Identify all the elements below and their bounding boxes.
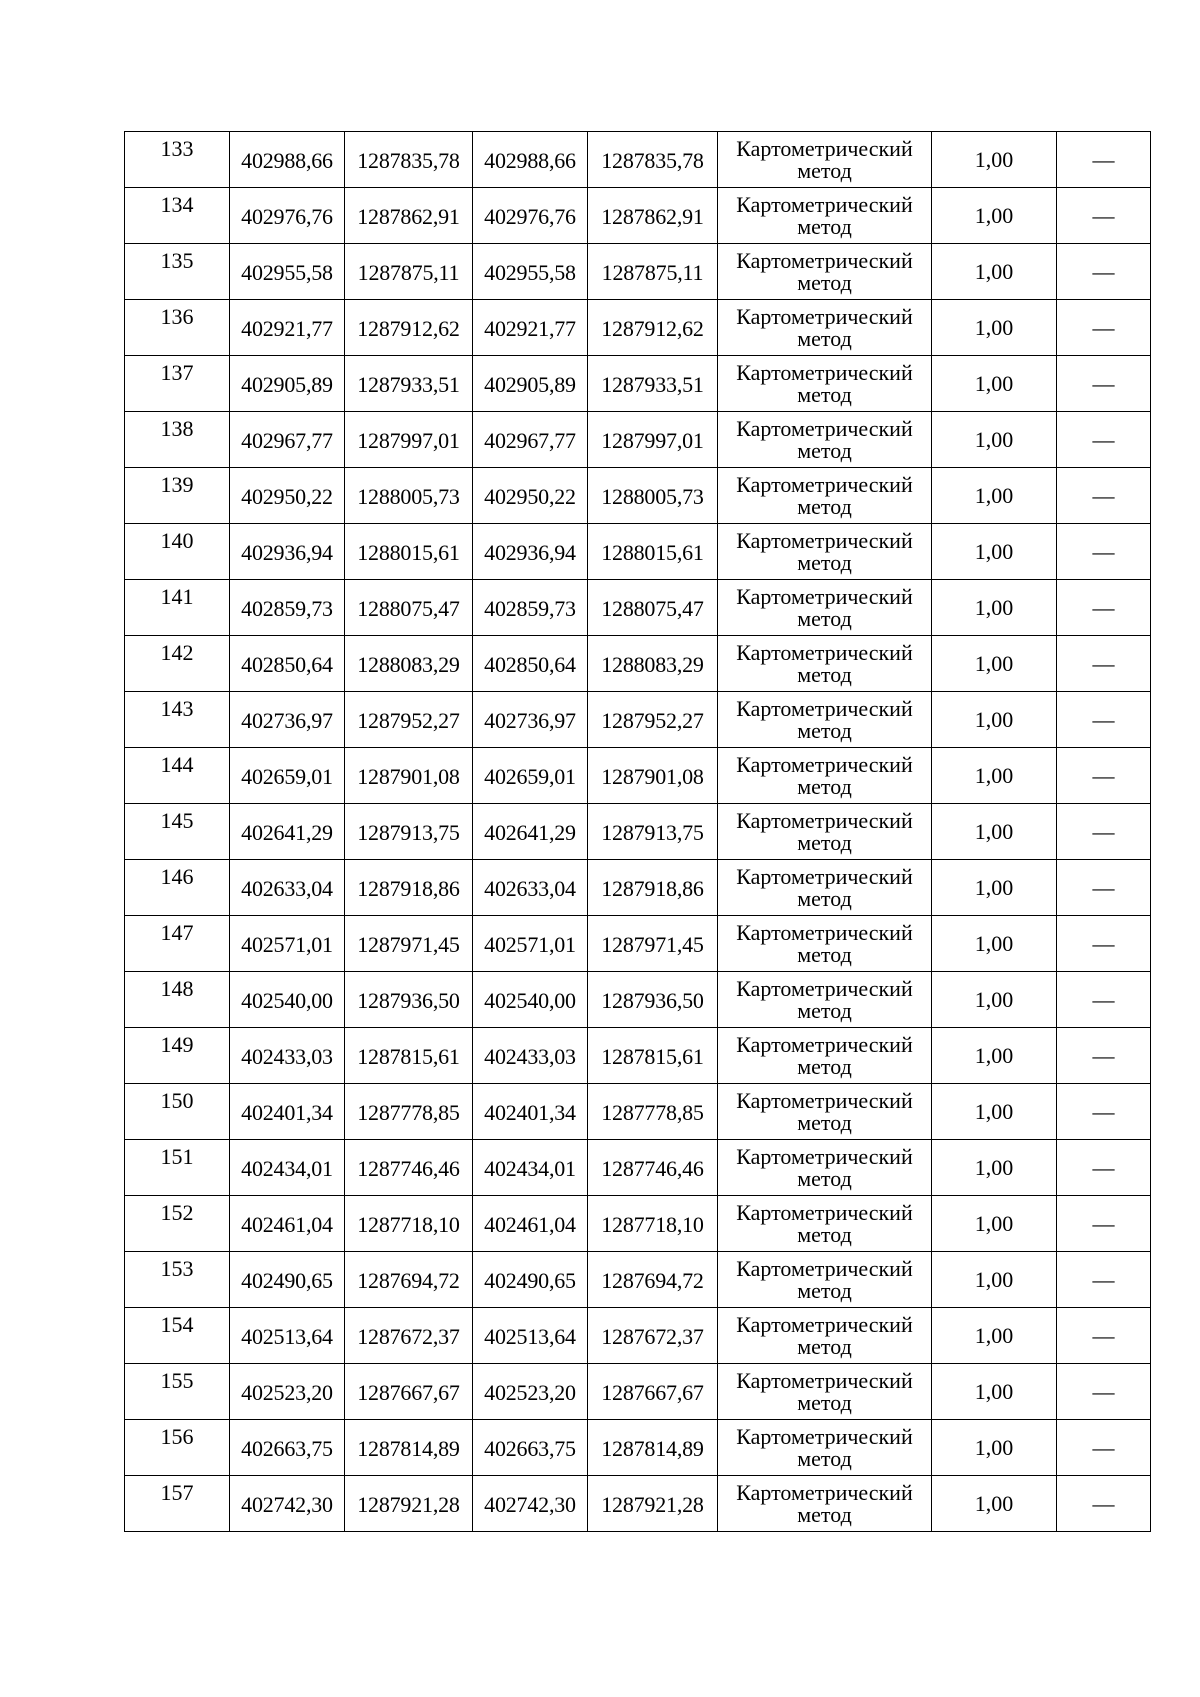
point-number-cell: 155 <box>125 1364 230 1420</box>
x-coordinate-cell: 402950,22 <box>473 468 588 524</box>
y-coordinate-cell: 1287918,86 <box>345 860 473 916</box>
x-coordinate-cell: 402967,77 <box>230 412 345 468</box>
x-coordinate-cell: 402513,64 <box>230 1308 345 1364</box>
method-line: метод <box>797 493 852 519</box>
table-row <box>125 1196 1151 1252</box>
y-coordinate-cell: 1287912,62 <box>588 300 718 356</box>
point-number-cell: 146 <box>125 860 230 916</box>
note-cell: — <box>1057 692 1151 748</box>
y-coordinate-cell: 1287814,89 <box>588 1420 718 1476</box>
y-coordinate-cell: 1287936,50 <box>345 972 473 1028</box>
x-coordinate-cell: 402659,01 <box>230 748 345 804</box>
point-number-cell: 147 <box>125 916 230 972</box>
accuracy-cell: 1,00 <box>932 132 1057 188</box>
accuracy-cell: 1,00 <box>932 1420 1057 1476</box>
coordinates-table <box>124 131 1151 1532</box>
x-coordinate-cell: 402736,97 <box>230 692 345 748</box>
y-coordinate-cell: 1287997,01 <box>345 412 473 468</box>
table-row <box>125 748 1151 804</box>
x-coordinate-cell: 402659,01 <box>473 748 588 804</box>
method-line: метод <box>797 157 852 183</box>
y-coordinate-cell: 1288015,61 <box>345 524 473 580</box>
method-line: метод <box>797 997 852 1023</box>
y-coordinate-cell: 1287815,61 <box>345 1028 473 1084</box>
x-coordinate-cell: 402433,03 <box>473 1028 588 1084</box>
method-cell <box>718 692 932 748</box>
y-coordinate-cell: 1287835,78 <box>345 132 473 188</box>
method-line: Картометрический <box>736 975 913 1001</box>
y-coordinate-cell: 1287971,45 <box>588 916 718 972</box>
y-coordinate-cell: 1287815,61 <box>588 1028 718 1084</box>
method-line: метод <box>797 213 852 239</box>
x-coordinate-cell: 402742,30 <box>473 1476 588 1532</box>
method-cell <box>718 1028 932 1084</box>
table-row <box>125 412 1151 468</box>
x-coordinate-cell: 402955,58 <box>230 244 345 300</box>
method-line: Картометрический <box>736 303 913 329</box>
note-cell: — <box>1057 1196 1151 1252</box>
accuracy-cell: 1,00 <box>932 1140 1057 1196</box>
accuracy-cell: 1,00 <box>932 580 1057 636</box>
x-coordinate-cell: 402663,75 <box>230 1420 345 1476</box>
method-line: Картометрический <box>736 1087 913 1113</box>
method-line: метод <box>797 773 852 799</box>
method-line: Картометрический <box>736 695 913 721</box>
method-line: метод <box>797 549 852 575</box>
accuracy-cell: 1,00 <box>932 412 1057 468</box>
method-line: Картометрический <box>736 1143 913 1169</box>
accuracy-cell: 1,00 <box>932 860 1057 916</box>
method-line: метод <box>797 1053 852 1079</box>
x-coordinate-cell: 402633,04 <box>230 860 345 916</box>
x-coordinate-cell: 402663,75 <box>473 1420 588 1476</box>
method-line: метод <box>797 1277 852 1303</box>
method-line: метод <box>797 1333 852 1359</box>
method-cell <box>718 412 932 468</box>
method-cell <box>718 916 932 972</box>
x-coordinate-cell: 402921,77 <box>473 300 588 356</box>
method-cell <box>718 1084 932 1140</box>
point-number-cell: 135 <box>125 244 230 300</box>
y-coordinate-cell: 1287912,62 <box>345 300 473 356</box>
method-line: метод <box>797 381 852 407</box>
table-row <box>125 860 1151 916</box>
note-cell: — <box>1057 1364 1151 1420</box>
method-line: Картометрический <box>736 863 913 889</box>
method-cell <box>718 1196 932 1252</box>
note-cell: — <box>1057 804 1151 860</box>
accuracy-cell: 1,00 <box>932 692 1057 748</box>
note-cell: — <box>1057 468 1151 524</box>
y-coordinate-cell: 1287997,01 <box>588 412 718 468</box>
point-number-cell: 154 <box>125 1308 230 1364</box>
x-coordinate-cell: 402433,03 <box>230 1028 345 1084</box>
point-number-cell: 148 <box>125 972 230 1028</box>
table-row <box>125 636 1151 692</box>
note-cell: — <box>1057 748 1151 804</box>
method-line: Картометрический <box>736 1255 913 1281</box>
table-row <box>125 524 1151 580</box>
point-number-cell: 157 <box>125 1476 230 1532</box>
point-number-cell: 152 <box>125 1196 230 1252</box>
method-cell <box>718 468 932 524</box>
y-coordinate-cell: 1287667,67 <box>345 1364 473 1420</box>
x-coordinate-cell: 402401,34 <box>230 1084 345 1140</box>
accuracy-cell: 1,00 <box>932 916 1057 972</box>
accuracy-cell: 1,00 <box>932 468 1057 524</box>
method-line: метод <box>797 605 852 631</box>
table-row <box>125 1476 1151 1532</box>
x-coordinate-cell: 402859,73 <box>230 580 345 636</box>
accuracy-cell: 1,00 <box>932 1028 1057 1084</box>
accuracy-cell: 1,00 <box>932 1252 1057 1308</box>
method-cell <box>718 1420 932 1476</box>
accuracy-cell: 1,00 <box>932 356 1057 412</box>
note-cell: — <box>1057 916 1151 972</box>
method-line: метод <box>797 1389 852 1415</box>
accuracy-cell: 1,00 <box>932 804 1057 860</box>
accuracy-cell: 1,00 <box>932 188 1057 244</box>
table-row <box>125 132 1151 188</box>
method-cell <box>718 580 932 636</box>
note-cell: — <box>1057 132 1151 188</box>
x-coordinate-cell: 402434,01 <box>230 1140 345 1196</box>
point-number-cell: 134 <box>125 188 230 244</box>
x-coordinate-cell: 402434,01 <box>473 1140 588 1196</box>
x-coordinate-cell: 402490,65 <box>230 1252 345 1308</box>
point-number-cell: 133 <box>125 132 230 188</box>
accuracy-cell: 1,00 <box>932 1084 1057 1140</box>
method-cell <box>718 972 932 1028</box>
note-cell: — <box>1057 1476 1151 1532</box>
y-coordinate-cell: 1287901,08 <box>588 748 718 804</box>
accuracy-cell: 1,00 <box>932 524 1057 580</box>
y-coordinate-cell: 1287694,72 <box>345 1252 473 1308</box>
x-coordinate-cell: 402736,97 <box>473 692 588 748</box>
x-coordinate-cell: 402641,29 <box>230 804 345 860</box>
method-line: Картометрический <box>736 1311 913 1337</box>
method-cell <box>718 188 932 244</box>
method-cell <box>718 300 932 356</box>
x-coordinate-cell: 402955,58 <box>473 244 588 300</box>
method-line: метод <box>797 829 852 855</box>
note-cell: — <box>1057 412 1151 468</box>
y-coordinate-cell: 1287835,78 <box>588 132 718 188</box>
method-line: метод <box>797 1445 852 1471</box>
y-coordinate-cell: 1287933,51 <box>588 356 718 412</box>
point-number-cell: 156 <box>125 1420 230 1476</box>
method-line: Картометрический <box>736 919 913 945</box>
x-coordinate-cell: 402921,77 <box>230 300 345 356</box>
table-row <box>125 1308 1151 1364</box>
method-line: Картометрический <box>736 1423 913 1449</box>
y-coordinate-cell: 1287875,11 <box>345 244 473 300</box>
note-cell: — <box>1057 356 1151 412</box>
note-cell: — <box>1057 188 1151 244</box>
x-coordinate-cell: 402950,22 <box>230 468 345 524</box>
x-coordinate-cell: 402967,77 <box>473 412 588 468</box>
method-line: Картометрический <box>736 1479 913 1505</box>
method-line: Картометрический <box>736 1199 913 1225</box>
x-coordinate-cell: 402905,89 <box>473 356 588 412</box>
method-cell <box>718 132 932 188</box>
y-coordinate-cell: 1287913,75 <box>588 804 718 860</box>
note-cell: — <box>1057 524 1151 580</box>
x-coordinate-cell: 402513,64 <box>473 1308 588 1364</box>
method-line: Картометрический <box>736 751 913 777</box>
x-coordinate-cell: 402523,20 <box>473 1364 588 1420</box>
y-coordinate-cell: 1288015,61 <box>588 524 718 580</box>
x-coordinate-cell: 402850,64 <box>473 636 588 692</box>
table-row <box>125 1084 1151 1140</box>
method-line: Картометрический <box>736 527 913 553</box>
method-cell <box>718 804 932 860</box>
accuracy-cell: 1,00 <box>932 972 1057 1028</box>
note-cell: — <box>1057 972 1151 1028</box>
table-row <box>125 692 1151 748</box>
accuracy-cell: 1,00 <box>932 1364 1057 1420</box>
method-line: Картометрический <box>736 639 913 665</box>
y-coordinate-cell: 1288075,47 <box>345 580 473 636</box>
point-number-cell: 138 <box>125 412 230 468</box>
y-coordinate-cell: 1287952,27 <box>588 692 718 748</box>
y-coordinate-cell: 1287918,86 <box>588 860 718 916</box>
x-coordinate-cell: 402850,64 <box>230 636 345 692</box>
method-line: Картометрический <box>736 807 913 833</box>
x-coordinate-cell: 402571,01 <box>473 916 588 972</box>
method-line: Картометрический <box>736 415 913 441</box>
x-coordinate-cell: 402988,66 <box>230 132 345 188</box>
table-row <box>125 1364 1151 1420</box>
method-line: Картометрический <box>736 1031 913 1057</box>
method-cell <box>718 860 932 916</box>
method-line: Картометрический <box>736 471 913 497</box>
x-coordinate-cell: 402571,01 <box>230 916 345 972</box>
point-number-cell: 141 <box>125 580 230 636</box>
table-row <box>125 1420 1151 1476</box>
y-coordinate-cell: 1287694,72 <box>588 1252 718 1308</box>
method-line: метод <box>797 1221 852 1247</box>
table-row <box>125 580 1151 636</box>
note-cell: — <box>1057 1252 1151 1308</box>
method-line: метод <box>797 269 852 295</box>
x-coordinate-cell: 402936,94 <box>230 524 345 580</box>
note-cell: — <box>1057 636 1151 692</box>
method-line: метод <box>797 885 852 911</box>
note-cell: — <box>1057 1028 1151 1084</box>
table-row <box>125 468 1151 524</box>
method-cell <box>718 356 932 412</box>
method-cell <box>718 524 932 580</box>
x-coordinate-cell: 402490,65 <box>473 1252 588 1308</box>
y-coordinate-cell: 1287952,27 <box>345 692 473 748</box>
table-row <box>125 1028 1151 1084</box>
note-cell: — <box>1057 1084 1151 1140</box>
method-line: метод <box>797 1501 852 1527</box>
y-coordinate-cell: 1287971,45 <box>345 916 473 972</box>
method-line: метод <box>797 941 852 967</box>
note-cell: — <box>1057 1308 1151 1364</box>
x-coordinate-cell: 402976,76 <box>473 188 588 244</box>
method-line: Картометрический <box>736 359 913 385</box>
y-coordinate-cell: 1287921,28 <box>345 1476 473 1532</box>
point-number-cell: 145 <box>125 804 230 860</box>
accuracy-cell: 1,00 <box>932 1196 1057 1252</box>
x-coordinate-cell: 402641,29 <box>473 804 588 860</box>
y-coordinate-cell: 1287718,10 <box>345 1196 473 1252</box>
method-line: метод <box>797 1109 852 1135</box>
y-coordinate-cell: 1287778,85 <box>588 1084 718 1140</box>
note-cell: — <box>1057 860 1151 916</box>
x-coordinate-cell: 402633,04 <box>473 860 588 916</box>
method-cell <box>718 636 932 692</box>
table-row <box>125 1140 1151 1196</box>
accuracy-cell: 1,00 <box>932 244 1057 300</box>
x-coordinate-cell: 402540,00 <box>230 972 345 1028</box>
y-coordinate-cell: 1287862,91 <box>588 188 718 244</box>
accuracy-cell: 1,00 <box>932 636 1057 692</box>
accuracy-cell: 1,00 <box>932 1308 1057 1364</box>
method-line: Картометрический <box>736 1367 913 1393</box>
x-coordinate-cell: 402461,04 <box>230 1196 345 1252</box>
table-row <box>125 188 1151 244</box>
note-cell: — <box>1057 300 1151 356</box>
table-row <box>125 244 1151 300</box>
y-coordinate-cell: 1287921,28 <box>588 1476 718 1532</box>
point-number-cell: 149 <box>125 1028 230 1084</box>
y-coordinate-cell: 1288005,73 <box>345 468 473 524</box>
y-coordinate-cell: 1287718,10 <box>588 1196 718 1252</box>
y-coordinate-cell: 1287778,85 <box>345 1084 473 1140</box>
y-coordinate-cell: 1287875,11 <box>588 244 718 300</box>
x-coordinate-cell: 402905,89 <box>230 356 345 412</box>
method-line: Картометрический <box>736 583 913 609</box>
y-coordinate-cell: 1288083,29 <box>588 636 718 692</box>
accuracy-cell: 1,00 <box>932 748 1057 804</box>
x-coordinate-cell: 402742,30 <box>230 1476 345 1532</box>
accuracy-cell: 1,00 <box>932 1476 1057 1532</box>
point-number-cell: 143 <box>125 692 230 748</box>
method-cell <box>718 1252 932 1308</box>
y-coordinate-cell: 1287901,08 <box>345 748 473 804</box>
method-line: Картометрический <box>736 247 913 273</box>
method-line: метод <box>797 325 852 351</box>
y-coordinate-cell: 1287913,75 <box>345 804 473 860</box>
x-coordinate-cell: 402540,00 <box>473 972 588 1028</box>
method-cell <box>718 748 932 804</box>
note-cell: — <box>1057 244 1151 300</box>
point-number-cell: 139 <box>125 468 230 524</box>
table-row <box>125 804 1151 860</box>
x-coordinate-cell: 402988,66 <box>473 132 588 188</box>
y-coordinate-cell: 1287862,91 <box>345 188 473 244</box>
point-number-cell: 151 <box>125 1140 230 1196</box>
y-coordinate-cell: 1288005,73 <box>588 468 718 524</box>
method-cell <box>718 1476 932 1532</box>
x-coordinate-cell: 402976,76 <box>230 188 345 244</box>
accuracy-cell: 1,00 <box>932 300 1057 356</box>
method-line: метод <box>797 661 852 687</box>
method-cell <box>718 1140 932 1196</box>
point-number-cell: 140 <box>125 524 230 580</box>
note-cell: — <box>1057 1420 1151 1476</box>
method-line: метод <box>797 437 852 463</box>
table-row <box>125 972 1151 1028</box>
point-number-cell: 150 <box>125 1084 230 1140</box>
method-cell <box>718 244 932 300</box>
method-cell <box>718 1364 932 1420</box>
table-row <box>125 356 1151 412</box>
point-number-cell: 144 <box>125 748 230 804</box>
y-coordinate-cell: 1287672,37 <box>345 1308 473 1364</box>
x-coordinate-cell: 402936,94 <box>473 524 588 580</box>
method-line: Картометрический <box>736 191 913 217</box>
y-coordinate-cell: 1287667,67 <box>588 1364 718 1420</box>
method-line: метод <box>797 717 852 743</box>
x-coordinate-cell: 402523,20 <box>230 1364 345 1420</box>
y-coordinate-cell: 1287936,50 <box>588 972 718 1028</box>
y-coordinate-cell: 1288075,47 <box>588 580 718 636</box>
table-row <box>125 1252 1151 1308</box>
y-coordinate-cell: 1287746,46 <box>345 1140 473 1196</box>
y-coordinate-cell: 1287746,46 <box>588 1140 718 1196</box>
y-coordinate-cell: 1288083,29 <box>345 636 473 692</box>
table-row <box>125 300 1151 356</box>
y-coordinate-cell: 1287672,37 <box>588 1308 718 1364</box>
x-coordinate-cell: 402859,73 <box>473 580 588 636</box>
method-line: Картометрический <box>736 135 913 161</box>
y-coordinate-cell: 1287933,51 <box>345 356 473 412</box>
table-row <box>125 916 1151 972</box>
method-cell <box>718 1308 932 1364</box>
note-cell: — <box>1057 580 1151 636</box>
note-cell: — <box>1057 1140 1151 1196</box>
point-number-cell: 137 <box>125 356 230 412</box>
point-number-cell: 153 <box>125 1252 230 1308</box>
y-coordinate-cell: 1287814,89 <box>345 1420 473 1476</box>
x-coordinate-cell: 402461,04 <box>473 1196 588 1252</box>
x-coordinate-cell: 402401,34 <box>473 1084 588 1140</box>
point-number-cell: 142 <box>125 636 230 692</box>
table-body <box>125 132 1151 1532</box>
point-number-cell: 136 <box>125 300 230 356</box>
method-line: метод <box>797 1165 852 1191</box>
